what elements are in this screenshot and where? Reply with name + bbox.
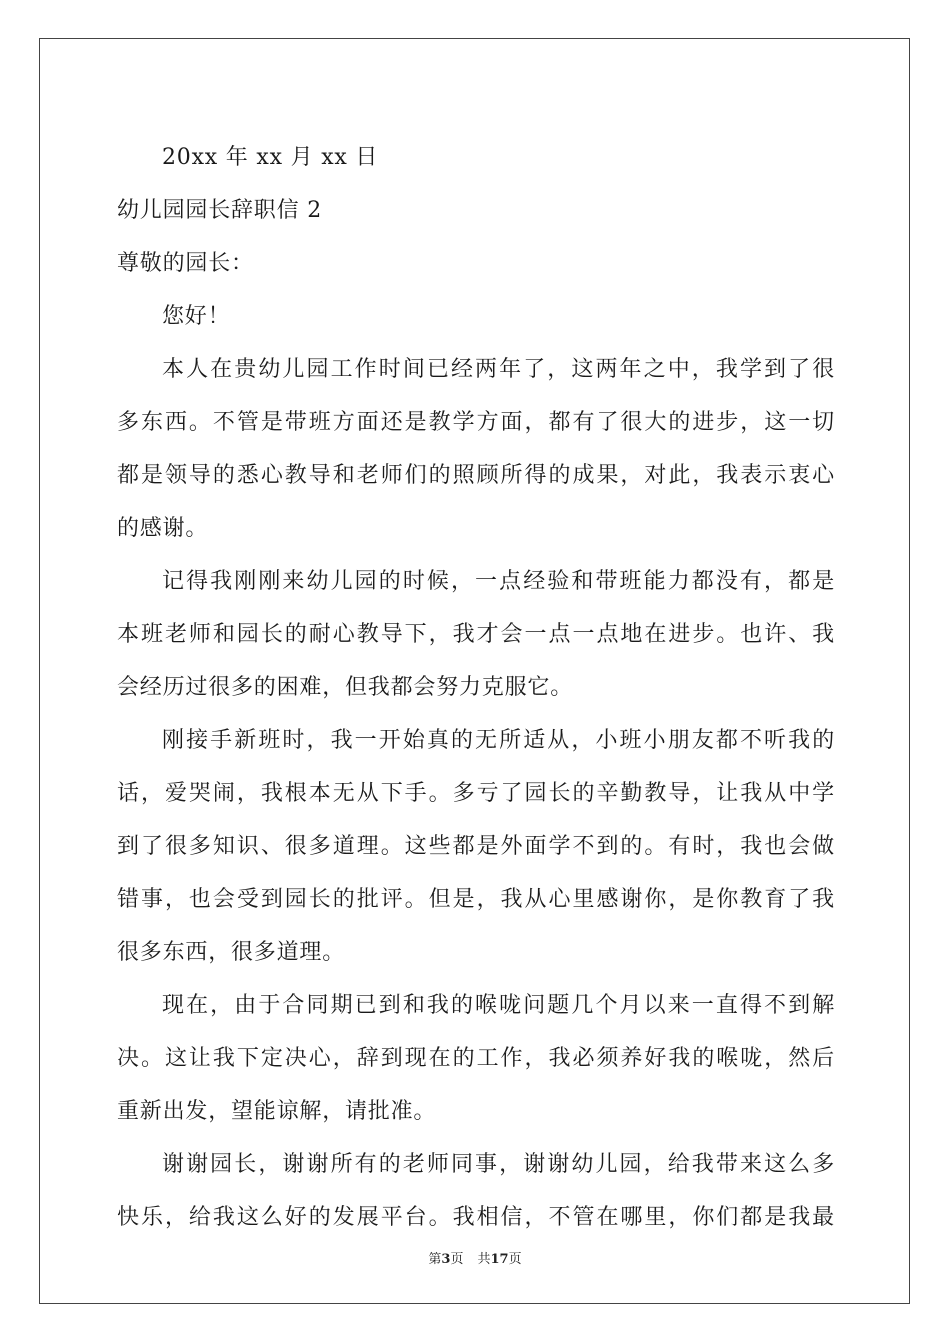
text-line: 本人在贵幼儿园工作时间已经两年了，这两年之中，我学到了很 (162, 357, 835, 382)
page-prefix: 第 (428, 1252, 442, 1267)
text-line: 本班老师和园长的耐心教导下，我才会一点一点地在进步。也许、我 (117, 622, 835, 647)
text-line: 刚接手新班时，我一开始真的无所适从，小班小朋友都不听我的 (162, 728, 835, 753)
text-line: 重新出发，望能谅解，请批准。 (117, 1099, 437, 1124)
text-line: 错事，也会受到园长的批评。但是，我从心里感谢你，是你教育了我 (117, 887, 835, 912)
text-line: 的感谢。 (117, 516, 209, 541)
page-footer (0, 1248, 950, 1267)
text-line: 您好！ (162, 304, 231, 329)
text-line: 会经历过很多的困难，但我都会努力克服它。 (117, 675, 574, 700)
text-line: 到了很多知识、很多道理。这些都是外面学不到的。有时，我也会做 (117, 834, 835, 859)
text-line: 现在，由于合同期已到和我的喉咙问题几个月以来一直得不到解 (162, 993, 835, 1018)
letter-body (117, 131, 835, 1244)
total-suffix: 页 (508, 1252, 522, 1267)
text-line: 话，爱哭闹，我根本无从下手。多亏了园长的辛勤教导，让我从中学 (117, 781, 835, 806)
total-prefix: 共 (477, 1252, 491, 1267)
text-line: 快乐，给我这么好的发展平台。我相信，不管在哪里，你们都是我最 (117, 1205, 835, 1230)
text-line: 多东西。不管是带班方面还是教学方面，都有了很大的进步，这一切 (117, 410, 835, 435)
text-line: 20xx 年 xx 月 xx 日 (162, 145, 379, 170)
page-suffix: 页 (450, 1252, 464, 1267)
text-line: 谢谢园长，谢谢所有的老师同事，谢谢幼儿园，给我带来这么多 (162, 1152, 835, 1177)
text-line: 记得我刚刚来幼儿园的时候，一点经验和带班能力都没有，都是 (162, 569, 835, 594)
page-number: 3 (441, 1252, 451, 1267)
text-line: 决。这让我下定决心，辞到现在的工作，我必须养好我的喉咙，然后 (117, 1046, 835, 1071)
text-line: 幼儿园园长辞职信 2 (117, 198, 322, 223)
text-line: 都是领导的悉心教导和老师们的照顾所得的成果，对此，我表示衷心 (117, 463, 835, 488)
text-line: 很多东西，很多道理。 (117, 940, 346, 965)
total-pages: 17 (490, 1252, 509, 1267)
text-line: 尊敬的园长： (117, 251, 254, 276)
